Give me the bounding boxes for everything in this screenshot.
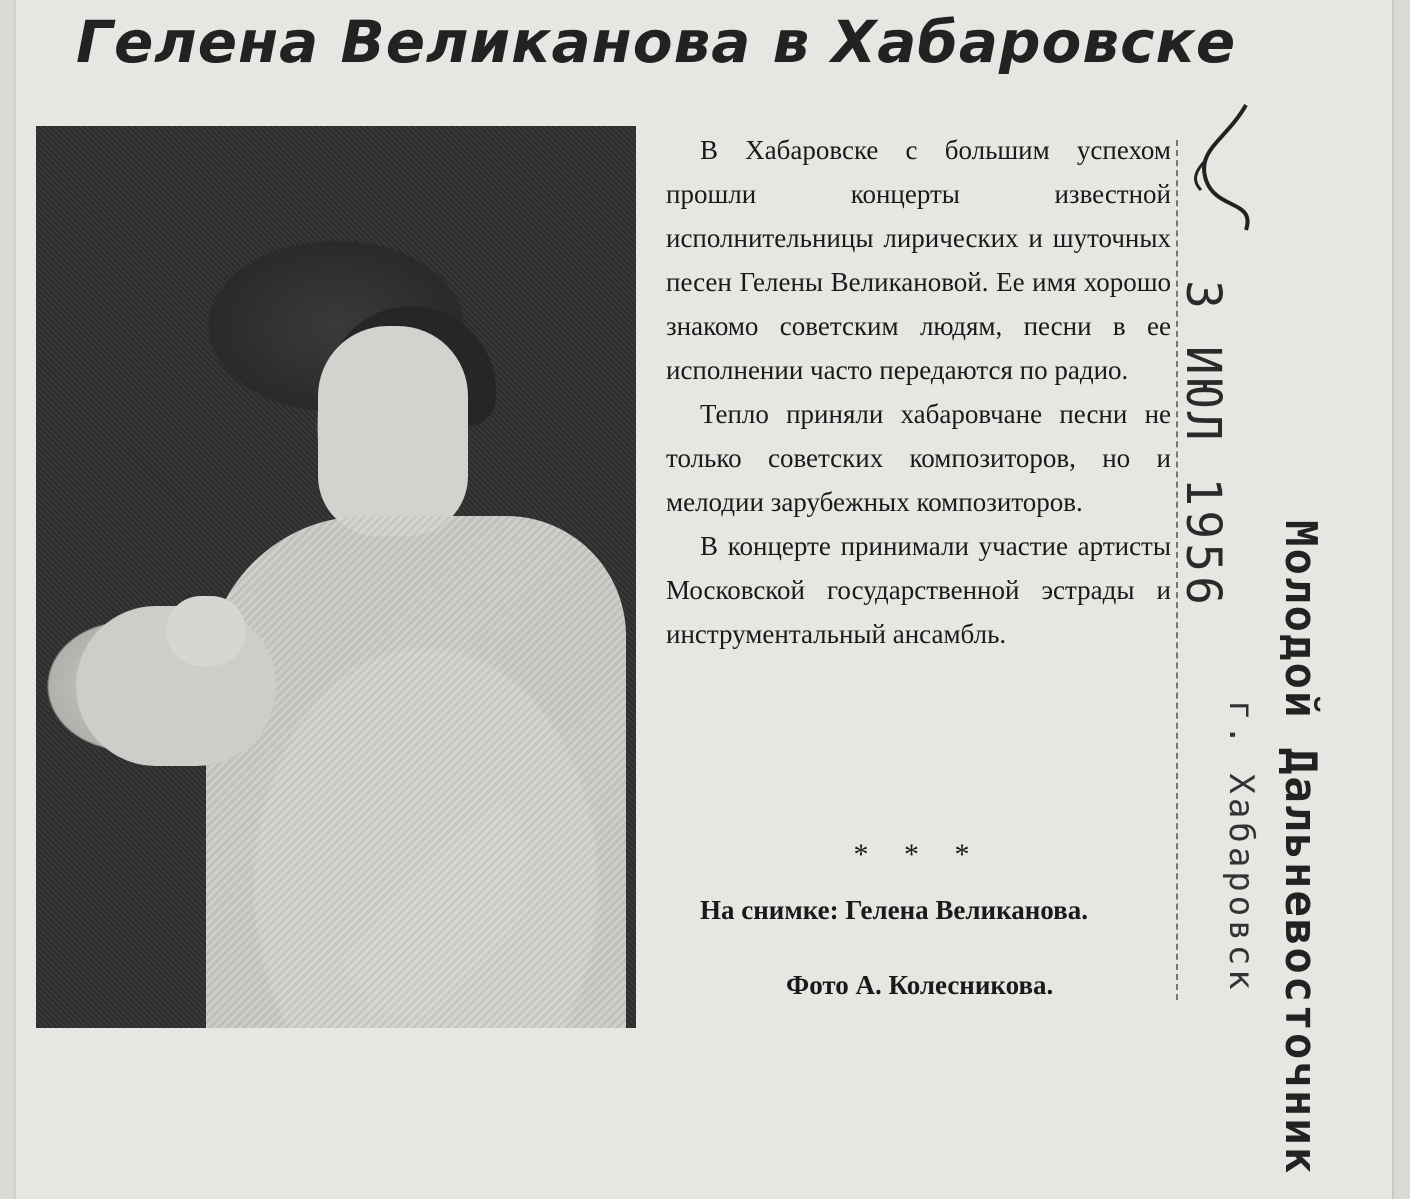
article-body [666, 128, 1171, 656]
article-paragraph: В концерте принимали участие артисты Московской государственной эстрады и инструментальный ансамбль. [666, 531, 1171, 649]
portrait-photo [36, 126, 636, 1028]
photo-head [318, 326, 468, 536]
photo-dress [206, 516, 626, 1028]
city-stamp: г. Хабаровск [1221, 700, 1261, 994]
photo-credit: Фото А. Колесникова. [786, 970, 1054, 1000]
newspaper-clipping [14, 0, 1394, 1199]
headline: Гелена Великанова в Хабаровске [76, 8, 1237, 76]
newspaper-stamp: Молодой Дальневосточник [1275, 520, 1326, 1176]
photo-hand [166, 596, 246, 666]
separator-stars: * * * [853, 838, 984, 871]
article-paragraph: Тепло приняли хабаровчане песни не только советских композиторов, но и мелодии зарубежных композиторов. [666, 399, 1171, 517]
article-paragraph: В Хабаровске с большим успехом прошли концерты известной исполнительницы лирических и шуточных песен Гелены Великановой. Ее имя хорошо знакомо советским людям, песни в ее исполнении часто передаются по радио. [666, 135, 1171, 385]
photo-caption: На снимке: Гелена Великанова. [700, 895, 1088, 925]
date-stamp: 3 ИЮЛ 1956 [1175, 280, 1231, 609]
handwritten-mark [1186, 100, 1266, 240]
